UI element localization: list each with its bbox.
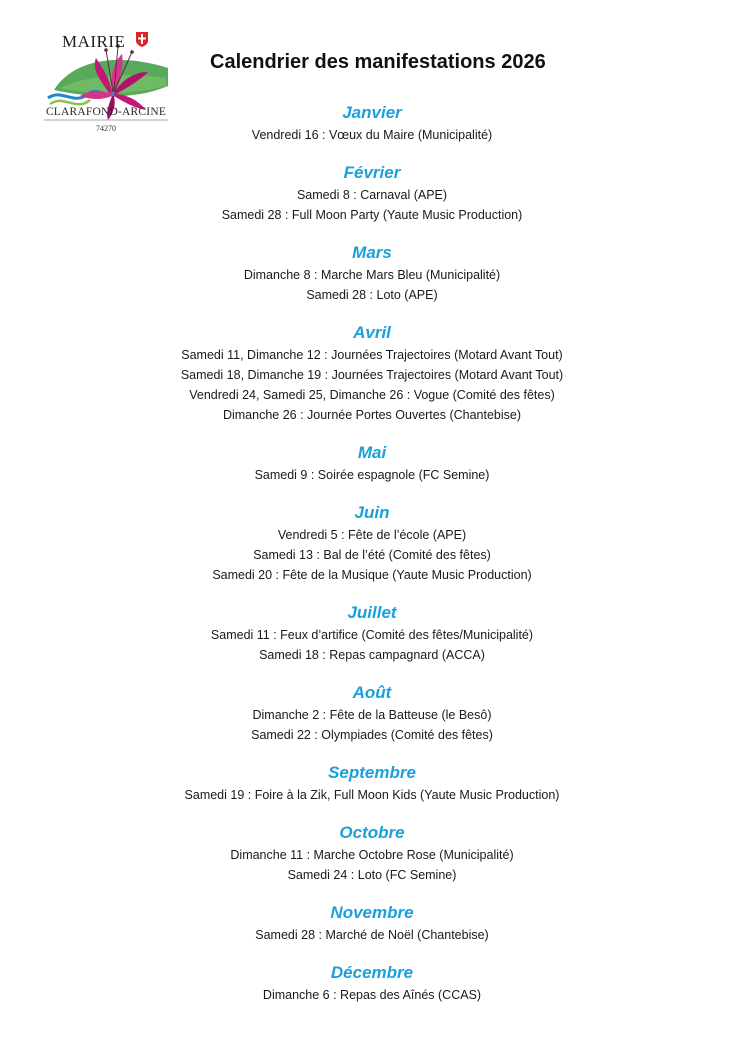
month-heading: Novembre [330, 903, 414, 922]
event-item: Samedi 24 : Loto (FC Semine) [287, 868, 457, 882]
month-heading: Janvier [342, 103, 402, 122]
month-section-octobre [0, 821, 744, 901]
event-item: Samedi 11, Dimanche 12 : Journées Trajectoires (Motard Avant Tout) [181, 348, 563, 362]
event-item: Samedi 18 : Repas campagnard (ACCA) [259, 648, 485, 662]
savoie-shield-icon [136, 32, 148, 47]
month-section-juillet [0, 601, 744, 681]
event-item: Dimanche 2 : Fête de la Batteuse (le Besô) [252, 708, 492, 722]
month-section-decembre [0, 961, 744, 1021]
event-calendar [0, 101, 744, 1021]
month-section-novembre [0, 901, 744, 961]
event-item: Dimanche 8 : Marche Mars Bleu (Municipalité) [243, 268, 501, 282]
month-heading: Février [343, 163, 401, 182]
month-section-avril [0, 321, 744, 441]
logo-commune: CLARAFOND-ARCINE [45, 106, 167, 118]
logo-title: MAIRIE [62, 32, 126, 51]
event-item: Dimanche 26 : Journée Portes Ouvertes (Chantebise) [222, 408, 522, 422]
page-title: Calendrier des manifestations 2026 [210, 51, 546, 73]
event-item: Samedi 13 : Bal de l’été (Comité des fêtes) [253, 548, 491, 562]
month-heading: Septembre [328, 763, 416, 782]
month-heading: Décembre [330, 963, 414, 982]
month-section-juin [0, 501, 744, 601]
month-section-aout [0, 681, 744, 761]
month-heading: Avril [353, 323, 391, 342]
logo-postal-code: 74270 [96, 124, 116, 133]
month-heading: Octobre [339, 823, 405, 842]
month-section-septembre [0, 761, 744, 821]
month-heading: Mars [352, 243, 392, 262]
event-item: Samedi 19 : Foire à la Zik, Full Moon Kids (Yaute Music Production) [184, 788, 560, 802]
month-section-janvier [0, 101, 744, 161]
month-section-mai [0, 441, 744, 501]
event-item: Samedi 8 : Carnaval (APE) [296, 188, 448, 202]
event-item: Vendredi 24, Samedi 25, Dimanche 26 : Vogue (Comité des fêtes) [189, 388, 555, 402]
event-item: Samedi 18, Dimanche 19 : Journées Trajectoires (Motard Avant Tout) [180, 368, 564, 382]
event-item: Samedi 28 : Full Moon Party (Yaute Music Production) [221, 208, 523, 222]
event-item: Samedi 9 : Soirée espagnole (FC Semine) [254, 468, 490, 482]
event-item: Samedi 28 : Loto (APE) [306, 288, 438, 302]
event-item: Vendredi 16 : Vœux du Maire (Municipalité) [251, 128, 493, 142]
event-item: Samedi 11 : Feux d’artifice (Comité des fêtes/Municipalité) [210, 628, 534, 642]
month-heading: Juin [354, 503, 390, 522]
month-section-fevrier [0, 161, 744, 241]
event-item: Samedi 28 : Marché de Noël (Chantebise) [255, 928, 489, 942]
event-item: Samedi 20 : Fête de la Musique (Yaute Music Production) [212, 568, 532, 582]
event-item: Vendredi 5 : Fête de l’école (APE) [277, 528, 467, 542]
month-section-mars [0, 241, 744, 321]
month-heading: Juillet [347, 603, 397, 622]
event-item: Dimanche 6 : Repas des Aînés (CCAS) [262, 988, 482, 1002]
event-item: Samedi 22 : Olympiades (Comité des fêtes) [251, 728, 493, 742]
month-heading: Août [352, 683, 392, 702]
month-heading: Mai [357, 443, 387, 462]
event-item: Dimanche 11 : Marche Octobre Rose (Municipalité) [230, 848, 514, 862]
